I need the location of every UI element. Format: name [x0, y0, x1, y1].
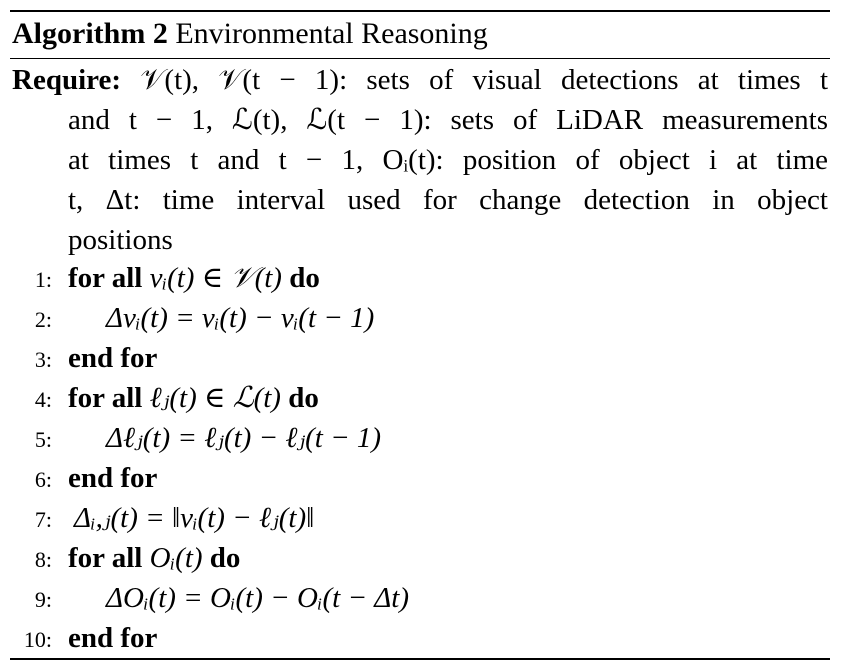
step-number: 10: [23, 627, 52, 652]
step-keyword: end for [68, 622, 158, 654]
algorithm-name: Environmental Reasoning [175, 17, 488, 50]
step-number: 2: [34, 307, 52, 332]
require-line-1 [12, 60, 828, 100]
step-keyword: for all [68, 542, 143, 574]
algorithm-title [12, 14, 488, 54]
step-number: 1: [34, 267, 52, 292]
step-2 [0, 298, 842, 338]
step-expression: Δᵢ,ⱼ(t) = ‖vᵢ(t) − ℓⱼ(t)‖ [74, 502, 315, 534]
step-expression: Oᵢ(t) [149, 542, 203, 574]
require-keyword: Require: [12, 64, 122, 96]
step-keyword: for all [68, 382, 143, 414]
step-body [68, 538, 240, 578]
step-keyword: for all [68, 262, 143, 294]
step-number: 3: [34, 347, 52, 372]
require-line-4: t, Δt: time interval used for change detection in object [68, 184, 828, 216]
step-10 [0, 618, 842, 658]
top-rule [10, 10, 830, 12]
step-number: 6: [34, 467, 52, 492]
step-4 [0, 378, 842, 418]
title-rule [10, 58, 830, 59]
step-6 [0, 458, 842, 498]
step-number: 4: [34, 387, 52, 412]
step-body [68, 258, 320, 298]
require-block [12, 60, 828, 260]
step-expression: ℓⱼ(t) ∈ ℒ(t) [149, 382, 281, 414]
step-keyword: do [289, 262, 320, 294]
step-number: 5: [34, 427, 52, 452]
require-line-3: at times t and t − 1, Oᵢ(t): position of object i at time [68, 144, 828, 176]
algorithm-label: Algorithm 2 [12, 17, 168, 50]
step-expression: vᵢ(t) ∈ 𝒱(t) [149, 262, 282, 294]
step-expression: ΔOᵢ(t) = Oᵢ(t) − Oᵢ(t − Δt) [106, 582, 410, 614]
step-expression: Δℓⱼ(t) = ℓⱼ(t) − ℓⱼ(t − 1) [106, 422, 382, 454]
step-keyword: do [288, 382, 319, 414]
step-expression: Δvᵢ(t) = vᵢ(t) − vᵢ(t − 1) [106, 302, 375, 334]
step-5 [0, 418, 842, 458]
step-3 [0, 338, 842, 378]
step-1 [0, 258, 842, 298]
require-line-2: and t − 1, ℒ(t), ℒ(t − 1): sets of LiDAR measurements [68, 104, 828, 136]
step-9 [0, 578, 842, 618]
bottom-rule [10, 658, 830, 660]
require-line-5: positions [68, 224, 173, 256]
step-body [68, 378, 319, 418]
algorithm-steps [0, 258, 842, 658]
step-keyword: end for [68, 462, 158, 494]
step-8 [0, 538, 842, 578]
step-keyword: end for [68, 342, 158, 374]
require-text-1: 𝒱(t), 𝒱(t − 1): sets of visual detections at times t [140, 64, 829, 96]
step-number: 9: [34, 587, 52, 612]
step-7 [0, 498, 842, 538]
step-keyword: do [209, 542, 241, 574]
step-number: 8: [34, 547, 52, 572]
step-number: 7: [34, 507, 52, 532]
